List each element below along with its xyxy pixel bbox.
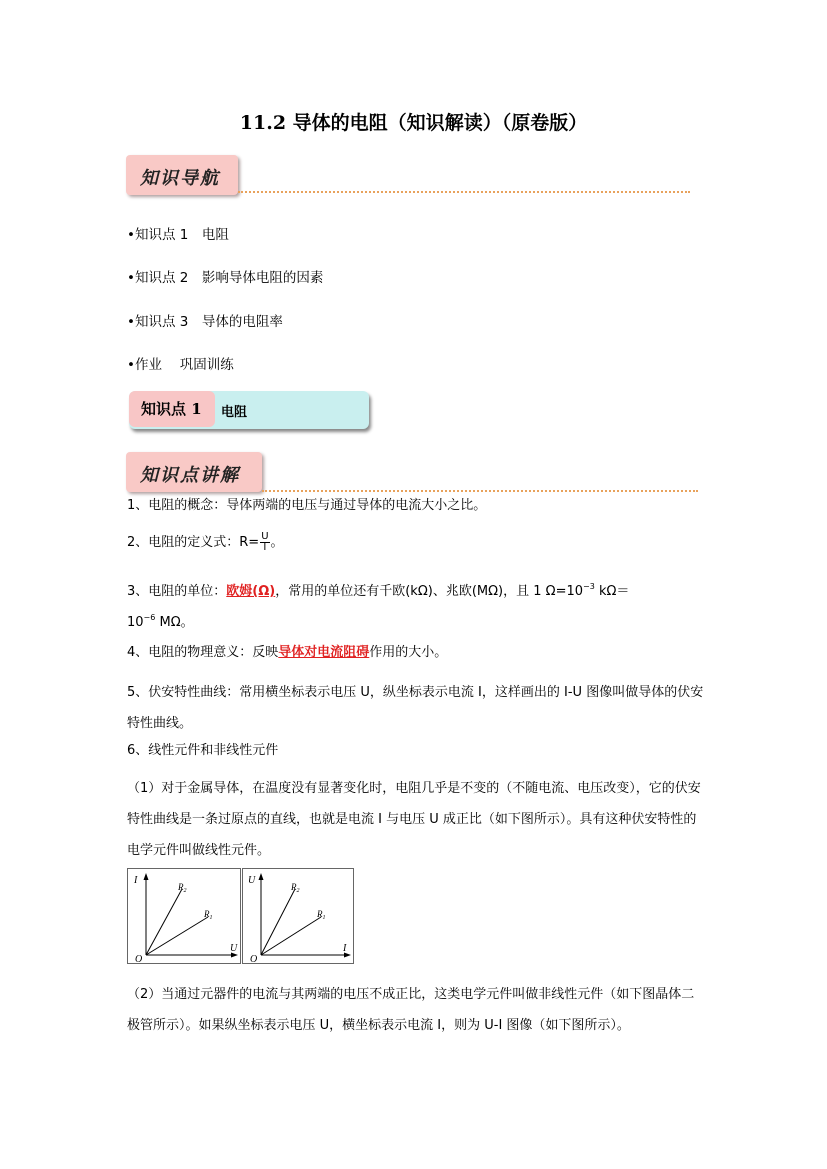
page-title: 11.2 导体的电阻（知识解读）（原卷版） xyxy=(239,112,588,134)
unit-line2a: 10 xyxy=(127,615,144,630)
graph2-line-r2 xyxy=(261,889,295,955)
graph1-origin: O xyxy=(135,954,143,964)
graph1-line-r2 xyxy=(146,889,182,955)
nav-banner xyxy=(126,155,238,195)
para-concept: 1、电阻的概念：导体两端的电压与通过导体的电流大小之比。 xyxy=(127,498,487,513)
graph1-x-label: U xyxy=(230,943,238,954)
graph2-x-label: I xyxy=(343,943,347,954)
unit-exp1: −3 xyxy=(583,582,595,591)
graph-u-i xyxy=(242,868,354,964)
graph-i-u xyxy=(127,868,241,964)
unit-line2b: MΩ。 xyxy=(155,615,194,630)
graph2-r1-label: $R_1$ xyxy=(317,909,326,921)
para-iv-curve: 5、伏安特性曲线：常用横坐标表示电压 U，纵坐标表示电流 I，这样画出的 I-U 图像叫做导体的伏安特性曲线。 xyxy=(127,685,704,731)
meaning-highlight: 导体对电流阻碍 xyxy=(278,645,370,660)
graph1-y-arrow xyxy=(144,873,149,880)
graph2-line-r1 xyxy=(261,917,321,955)
para-unit-line2 xyxy=(127,609,707,632)
kp-badge: 知识点 1 xyxy=(129,391,215,427)
graph2-origin: O xyxy=(250,954,258,964)
explain-banner-label: 知识点讲解 xyxy=(140,465,240,486)
explain-divider xyxy=(262,490,698,492)
nav-divider xyxy=(238,191,690,193)
graph1-y-label: I xyxy=(134,875,138,886)
para-definition xyxy=(127,532,707,553)
definition-suffix: 。 xyxy=(270,535,284,550)
formula-fraction xyxy=(260,532,269,553)
formula-denominator: I xyxy=(263,542,267,553)
meaning-suffix: 作用的大小。 xyxy=(369,645,448,660)
unit-mid: ，常用的单位还有千欧(kΩ)、兆欧(MΩ)，且 1 Ω=10 xyxy=(275,584,584,599)
unit-ohm-highlight: 欧姆(Ω) xyxy=(226,584,276,599)
para-linear-heading: 6、线性元件和非线性元件 xyxy=(127,743,279,758)
toc-item-homework[interactable]: •作业 巩固训练 xyxy=(127,357,234,373)
graph2-y-label: U xyxy=(248,875,256,886)
graph2-y-arrow xyxy=(259,873,264,880)
kp-name: 电阻 xyxy=(221,405,248,420)
nav-banner-label: 知识导航 xyxy=(140,168,220,189)
graph1-r2-label: $R_2$ xyxy=(178,882,187,894)
unit-mid2: kΩ＝ xyxy=(594,584,630,599)
definition-prefix: 2、电阻的定义式：R= xyxy=(127,535,260,550)
para-unit xyxy=(127,578,707,601)
graph2-r2-label: $R_2$ xyxy=(291,882,300,894)
para-meaning xyxy=(127,644,707,662)
meaning-prefix: 4、电阻的物理意义：反映 xyxy=(127,645,279,660)
para-nonlinear: （2）当通过元器件的电流与其两端的电压不成正比，这类电学元件叫做非线性元件（如下图晶体二极管所示）。如果纵坐标表示电压 U，横坐标表示电流 I，则为 U-I 图像（如下图所示）。 xyxy=(127,987,695,1033)
graph1-line-r1 xyxy=(146,917,208,955)
graph1-r1-label: $R_1$ xyxy=(204,909,213,921)
toc-item-2[interactable]: •知识点 2 影响导体电阻的因素 xyxy=(127,270,324,286)
para-linear: （1）对于金属导体，在温度没有显著变化时，电阻几乎是不变的（不随电流、电压改变），它的伏安特性曲线是一条过原点的直线，也就是电流 I 与电压 U 成正比（如下图所示）。具有这种伏安特性的电学元件叫做线性元件。 xyxy=(127,781,701,858)
formula-numerator: U xyxy=(261,531,269,542)
unit-prefix: 3、电阻的单位： xyxy=(127,584,227,599)
unit-exp2: −6 xyxy=(143,613,156,622)
toc-item-1[interactable]: •知识点 1 电阻 xyxy=(127,227,229,243)
explain-banner xyxy=(126,452,262,492)
toc-item-3[interactable]: •知识点 3 导体的电阻率 xyxy=(127,314,283,330)
